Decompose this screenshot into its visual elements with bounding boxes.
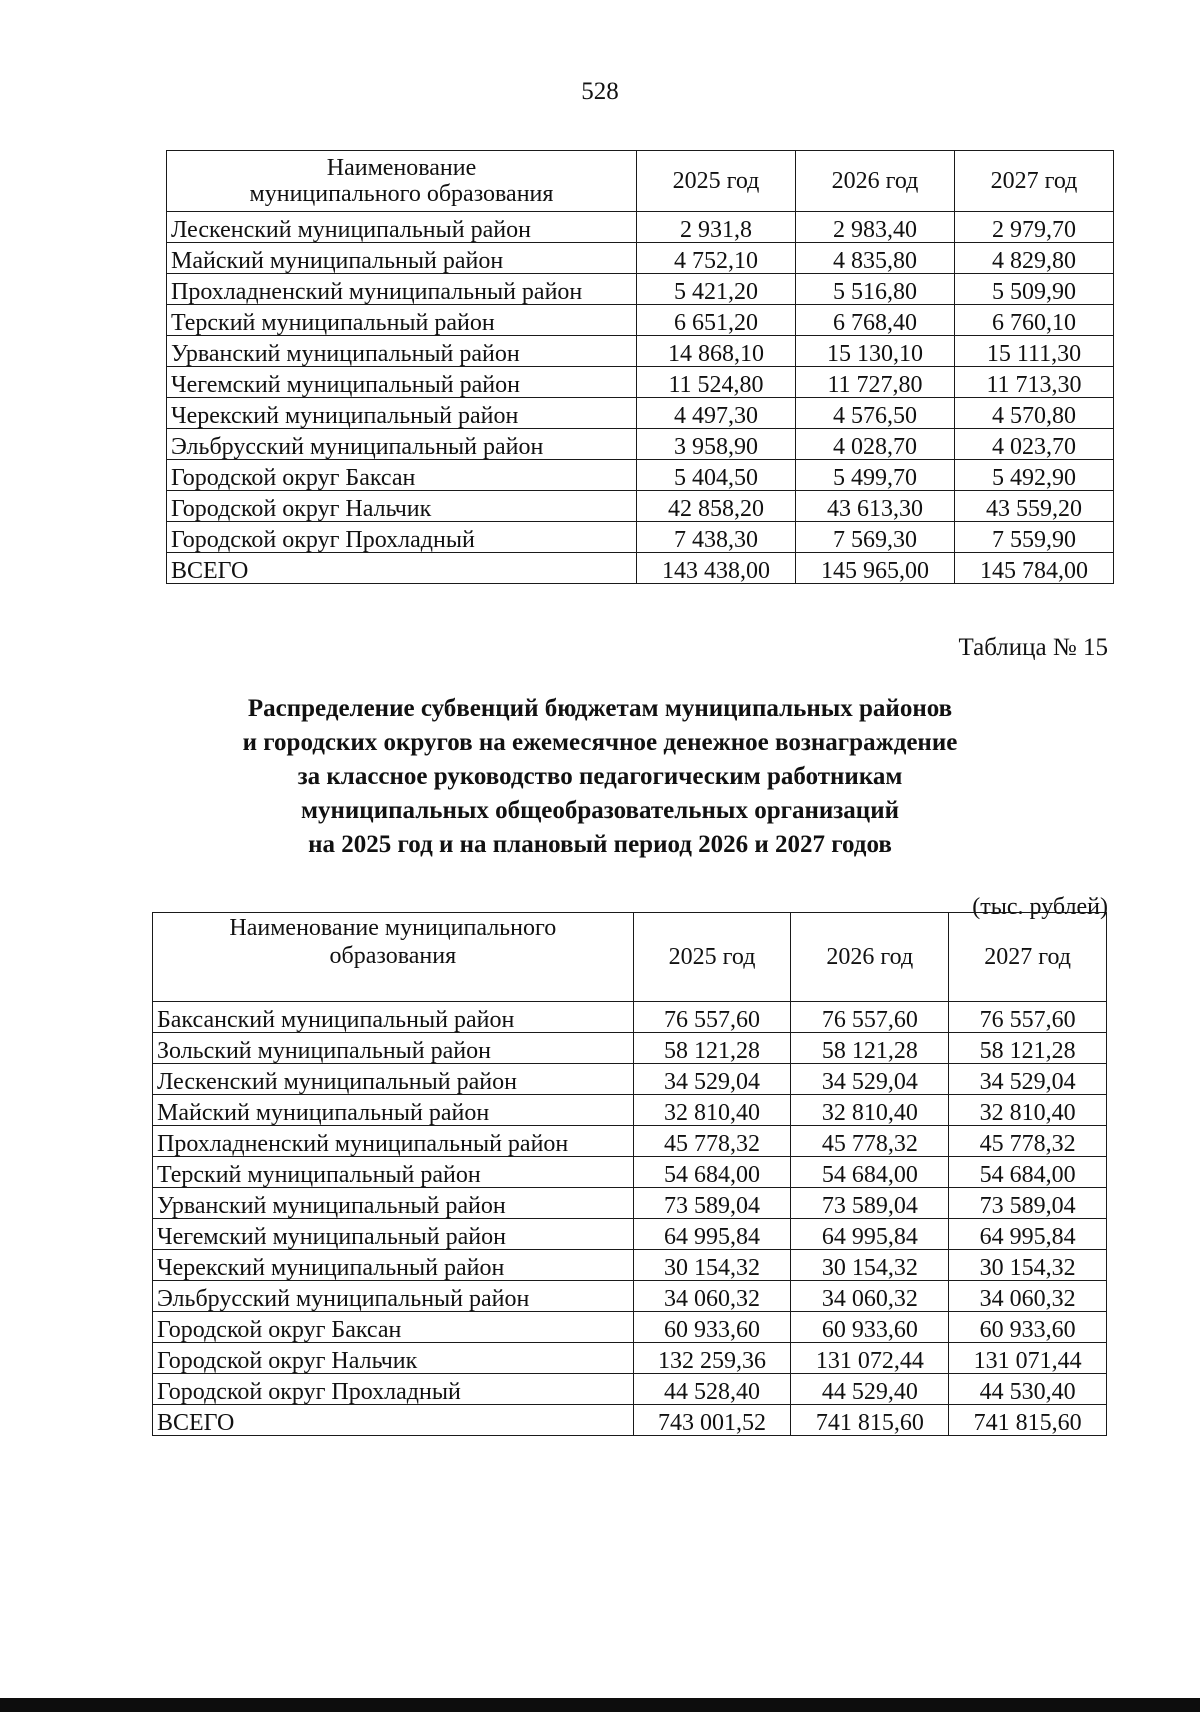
value-2025-cell: 73 589,04 <box>633 1188 791 1219</box>
municipality-name-cell: Зольский муниципальный район <box>153 1033 634 1064</box>
column-header-2026: 2026 год <box>796 151 955 212</box>
value-2026-cell: 11 727,80 <box>796 367 955 398</box>
table-row <box>167 491 1114 522</box>
table-row <box>167 305 1114 336</box>
value-2026-cell: 30 154,32 <box>791 1250 949 1281</box>
value-2027-cell: 4 829,80 <box>955 243 1114 274</box>
value-2027-cell: 44 530,40 <box>949 1374 1107 1405</box>
table-row <box>167 460 1114 491</box>
table-row <box>167 274 1114 305</box>
value-2027-cell: 64 995,84 <box>949 1219 1107 1250</box>
table-row <box>167 212 1114 243</box>
municipality-name-cell: Урванский муниципальный район <box>153 1188 634 1219</box>
value-2025-cell: 34 060,32 <box>633 1281 791 1312</box>
value-2026-cell: 43 613,30 <box>796 491 955 522</box>
value-2025-cell: 11 524,80 <box>637 367 796 398</box>
value-2025-cell: 743 001,52 <box>633 1405 791 1436</box>
value-2025-cell: 2 931,8 <box>637 212 796 243</box>
municipality-name-cell: Лескенский муниципальный район <box>153 1064 634 1095</box>
value-2025-cell: 32 810,40 <box>633 1095 791 1126</box>
table-row <box>153 1126 1107 1157</box>
value-2026-cell: 7 569,30 <box>796 522 955 553</box>
title-line: на 2025 год и на плановый период 2026 и 2027 годов <box>308 831 892 858</box>
value-2027-cell: 34 060,32 <box>949 1281 1107 1312</box>
municipality-name-cell: Баксанский муниципальный район <box>153 1002 634 1033</box>
table-header-row <box>167 151 1114 212</box>
table-row <box>153 1188 1107 1219</box>
column-header-2027: 2027 год <box>955 151 1114 212</box>
table-row <box>167 429 1114 460</box>
value-2025-cell: 30 154,32 <box>633 1250 791 1281</box>
column-header-2027: 2027 год <box>949 913 1107 1002</box>
value-2026-cell: 741 815,60 <box>791 1405 949 1436</box>
table-row <box>153 1343 1107 1374</box>
value-2027-cell: 76 557,60 <box>949 1002 1107 1033</box>
value-2027-cell: 30 154,32 <box>949 1250 1107 1281</box>
municipality-name-cell: Городской округ Баксан <box>167 460 637 491</box>
municipality-name-cell: Городской округ Баксан <box>153 1312 634 1343</box>
value-2027-cell: 34 529,04 <box>949 1064 1107 1095</box>
municipality-name-cell: Прохладненский муниципальный район <box>153 1126 634 1157</box>
municipality-name-cell: Городской округ Нальчик <box>167 491 637 522</box>
value-2027-cell: 60 933,60 <box>949 1312 1107 1343</box>
title-line: муниципальных общеобразовательных организаций <box>300 797 900 824</box>
column-header-2025: 2025 год <box>637 151 796 212</box>
table-title <box>0 692 1200 862</box>
municipality-name-cell: Майский муниципальный район <box>167 243 637 274</box>
municipality-name-cell: ВСЕГО <box>167 553 637 584</box>
value-2026-cell: 73 589,04 <box>791 1188 949 1219</box>
table-row <box>167 367 1114 398</box>
value-2025-cell: 6 651,20 <box>637 305 796 336</box>
municipality-name-cell: ВСЕГО <box>153 1405 634 1436</box>
table-row <box>153 1157 1107 1188</box>
municipality-name-cell: Эльбрусский муниципальный район <box>167 429 637 460</box>
value-2027-cell: 15 111,30 <box>955 336 1114 367</box>
value-2025-cell: 76 557,60 <box>633 1002 791 1033</box>
column-header-2026: 2026 год <box>791 913 949 1002</box>
value-2027-cell: 4 023,70 <box>955 429 1114 460</box>
table-row <box>153 1281 1107 1312</box>
municipality-name-cell: Терский муниципальный район <box>153 1157 634 1188</box>
table-row <box>167 336 1114 367</box>
value-2026-cell: 5 499,70 <box>796 460 955 491</box>
value-2025-cell: 60 933,60 <box>633 1312 791 1343</box>
municipality-name-cell: Чегемский муниципальный район <box>153 1219 634 1250</box>
value-2026-cell: 145 965,00 <box>796 553 955 584</box>
value-2026-cell: 54 684,00 <box>791 1157 949 1188</box>
value-2026-cell: 5 516,80 <box>796 274 955 305</box>
value-2026-cell: 2 983,40 <box>796 212 955 243</box>
value-2026-cell: 76 557,60 <box>791 1002 949 1033</box>
value-2026-cell: 44 529,40 <box>791 1374 949 1405</box>
title-line: и городских округов на ежемесячное денежное вознаграждение <box>242 729 958 756</box>
total-row <box>153 1405 1107 1436</box>
municipality-name-cell: Эльбрусский муниципальный район <box>153 1281 634 1312</box>
value-2027-cell: 741 815,60 <box>949 1405 1107 1436</box>
value-2026-cell: 34 060,32 <box>791 1281 949 1312</box>
total-row <box>167 553 1114 584</box>
value-2026-cell: 15 130,10 <box>796 336 955 367</box>
value-2025-cell: 132 259,36 <box>633 1343 791 1374</box>
value-2027-cell: 5 492,90 <box>955 460 1114 491</box>
table-number-label: Таблица № 15 <box>958 634 1108 661</box>
value-2025-cell: 5 421,20 <box>637 274 796 305</box>
value-2027-cell: 6 760,10 <box>955 305 1114 336</box>
value-2027-cell: 145 784,00 <box>955 553 1114 584</box>
value-2026-cell: 4 576,50 <box>796 398 955 429</box>
value-2027-cell: 131 071,44 <box>949 1343 1107 1374</box>
municipality-name-cell: Майский муниципальный район <box>153 1095 634 1126</box>
table-header-row <box>153 913 1107 1002</box>
value-2025-cell: 5 404,50 <box>637 460 796 491</box>
municipality-name-cell: Прохладненский муниципальный район <box>167 274 637 305</box>
value-2027-cell: 32 810,40 <box>949 1095 1107 1126</box>
municipality-name-cell: Городской округ Нальчик <box>153 1343 634 1374</box>
municipality-name-cell: Чегемский муниципальный район <box>167 367 637 398</box>
municipality-name-cell: Лескенский муниципальный район <box>167 212 637 243</box>
column-header-2025: 2025 год <box>633 913 791 1002</box>
table-row <box>153 1002 1107 1033</box>
table-row <box>153 1250 1107 1281</box>
value-2027-cell: 11 713,30 <box>955 367 1114 398</box>
municipality-name-cell: Черекский муниципальный район <box>167 398 637 429</box>
value-2026-cell: 131 072,44 <box>791 1343 949 1374</box>
value-2025-cell: 58 121,28 <box>633 1033 791 1064</box>
value-2027-cell: 73 589,04 <box>949 1188 1107 1219</box>
value-2025-cell: 7 438,30 <box>637 522 796 553</box>
value-2025-cell: 34 529,04 <box>633 1064 791 1095</box>
column-header-name-line1: Наименование <box>326 154 477 181</box>
value-2027-cell: 58 121,28 <box>949 1033 1107 1064</box>
column-header-name-line2: муниципального образования <box>249 181 554 207</box>
value-2026-cell: 64 995,84 <box>791 1219 949 1250</box>
value-2027-cell: 43 559,20 <box>955 491 1114 522</box>
table-row <box>153 1312 1107 1343</box>
value-2026-cell: 4 028,70 <box>796 429 955 460</box>
scan-edge-bar <box>0 1698 1200 1712</box>
municipality-name-cell: Терский муниципальный район <box>167 305 637 336</box>
value-2027-cell: 2 979,70 <box>955 212 1114 243</box>
value-2025-cell: 54 684,00 <box>633 1157 791 1188</box>
table-row <box>167 398 1114 429</box>
table-row <box>153 1219 1107 1250</box>
value-2027-cell: 7 559,90 <box>955 522 1114 553</box>
value-2025-cell: 143 438,00 <box>637 553 796 584</box>
table-row <box>167 522 1114 553</box>
value-2025-cell: 3 958,90 <box>637 429 796 460</box>
title-line: Распределение субвенций бюджетам муниципальных районов <box>247 695 953 722</box>
table-row <box>153 1064 1107 1095</box>
municipality-name-cell: Городской округ Прохладный <box>167 522 637 553</box>
table-row <box>153 1374 1107 1405</box>
table-row <box>153 1095 1107 1126</box>
value-2027-cell: 54 684,00 <box>949 1157 1107 1188</box>
value-2025-cell: 14 868,10 <box>637 336 796 367</box>
municipality-name-cell: Черекский муниципальный район <box>153 1250 634 1281</box>
value-2025-cell: 64 995,84 <box>633 1219 791 1250</box>
value-2026-cell: 58 121,28 <box>791 1033 949 1064</box>
table-row <box>153 1033 1107 1064</box>
value-2025-cell: 4 752,10 <box>637 243 796 274</box>
value-2025-cell: 45 778,32 <box>633 1126 791 1157</box>
column-header-name-line2: образования <box>329 942 457 969</box>
table-continuation <box>166 150 1114 584</box>
column-header-name <box>153 913 634 1002</box>
title-line: за классное руководство педагогическим работникам <box>297 763 903 790</box>
value-2026-cell: 6 768,40 <box>796 305 955 336</box>
units-label: (тыс. рублей) <box>972 894 1108 920</box>
value-2026-cell: 60 933,60 <box>791 1312 949 1343</box>
value-2027-cell: 45 778,32 <box>949 1126 1107 1157</box>
page-number: 528 <box>581 78 619 105</box>
value-2025-cell: 44 528,40 <box>633 1374 791 1405</box>
subvention-table <box>152 912 1107 1436</box>
value-2027-cell: 4 570,80 <box>955 398 1114 429</box>
value-2026-cell: 32 810,40 <box>791 1095 949 1126</box>
municipality-name-cell: Городской округ Прохладный <box>153 1374 634 1405</box>
value-2026-cell: 45 778,32 <box>791 1126 949 1157</box>
value-2026-cell: 4 835,80 <box>796 243 955 274</box>
value-2025-cell: 42 858,20 <box>637 491 796 522</box>
value-2025-cell: 4 497,30 <box>637 398 796 429</box>
value-2027-cell: 5 509,90 <box>955 274 1114 305</box>
value-2026-cell: 34 529,04 <box>791 1064 949 1095</box>
table-row <box>167 243 1114 274</box>
municipality-name-cell: Урванский муниципальный район <box>167 336 637 367</box>
column-header-name-line1: Наименование муниципального <box>229 915 557 941</box>
column-header-name <box>167 151 637 212</box>
